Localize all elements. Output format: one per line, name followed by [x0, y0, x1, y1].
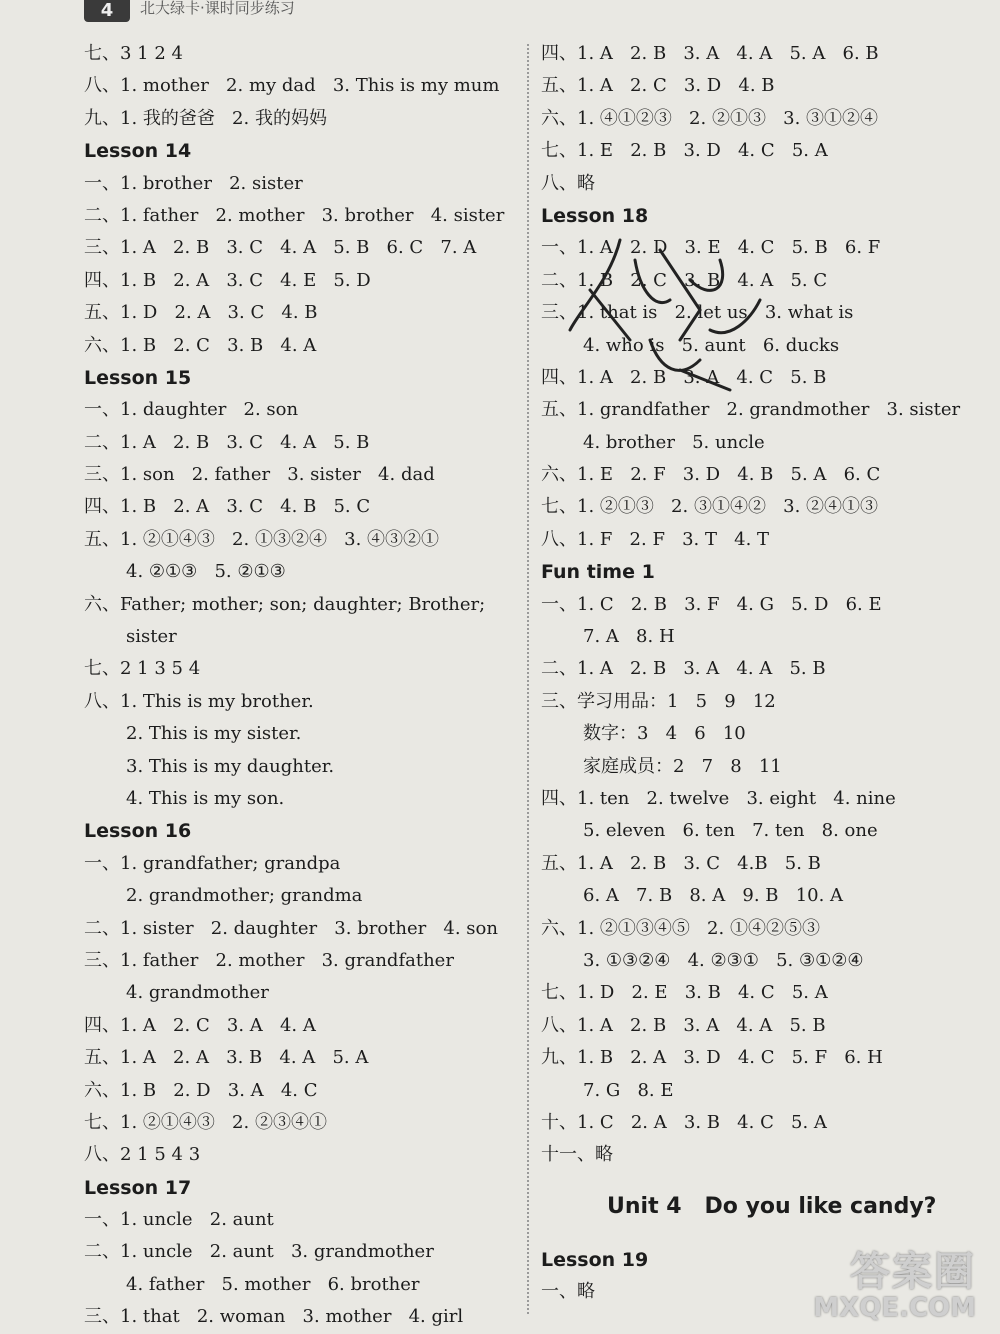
- answer-line: 七、1. E 2. B 3. D 4. C 5. A: [541, 140, 828, 162]
- answer-line: 4. father 5. mother 6. brother: [126, 1273, 420, 1295]
- answer-line: 一、1. A 2. D 3. E 4. C 5. B 6. F: [541, 237, 881, 259]
- lesson-heading: Lesson 14: [84, 140, 192, 163]
- answer-line: 3. This is my daughter.: [126, 755, 335, 777]
- answer-line: 二、1. uncle 2. aunt 3. grandmother: [84, 1241, 434, 1263]
- answer-line: 五、1. D 2. A 3. C 4. B: [84, 302, 318, 324]
- lesson-heading: Lesson 15: [84, 366, 192, 389]
- answer-line: 七、1. ②①③ 2. ③①④② 3. ②④①③: [541, 496, 879, 518]
- answer-line: 七、3 1 2 4: [84, 43, 183, 64]
- answer-line: 一、1. uncle 2. aunt: [84, 1209, 274, 1231]
- answer-line: 一、1. brother 2. sister: [84, 172, 303, 194]
- running-title: 北大绿卡·课时同步练习: [140, 0, 295, 17]
- answer-line: 4. ②①③ 5. ②①③: [126, 561, 286, 583]
- answer-line: 十、1. C 2. A 3. B 4. C 5. A: [541, 1111, 827, 1133]
- answer-line: 4. This is my son.: [126, 787, 285, 809]
- answer-line: 7. G 8. E: [583, 1079, 674, 1101]
- answer-line: 六、1. B 2. C 3. B 4. A: [84, 334, 317, 356]
- answer-line: 四、1. A 2. C 3. A 4. A: [84, 1014, 316, 1036]
- watermark-url: MXQE.COM: [813, 1293, 976, 1323]
- answer-line: 2. grandmother; grandma: [126, 885, 363, 907]
- answer-line: 八、2 1 5 4 3: [84, 1144, 201, 1166]
- answer-line: 五、1. A 2. A 3. B 4. A 5. A: [84, 1047, 369, 1069]
- lesson-heading: Lesson 18: [541, 204, 649, 227]
- answer-line: sister: [126, 626, 177, 648]
- left-answer-column: [84, 38, 514, 1334]
- answer-line: 四、1. B 2. A 3. C 4. E 5. D: [84, 269, 371, 291]
- answer-line: 十一、略: [541, 1144, 613, 1166]
- answer-line: 2. This is my sister.: [126, 723, 302, 745]
- answer-line: 三、学习用品：1 5 9 12: [541, 690, 776, 712]
- answer-line: 二、1. A 2. B 3. A 4. A 5. B: [541, 658, 826, 680]
- answer-line: 四、1. A 2. B 3. A 4. A 5. A 6. B: [541, 43, 879, 64]
- lesson-heading: Lesson 17: [84, 1176, 192, 1199]
- answer-line: 家庭成员：2 7 8 11: [583, 755, 782, 777]
- column-divider: [527, 44, 529, 1314]
- answer-line: 6. A 7. B 8. A 9. B 10. A: [583, 885, 844, 907]
- answer-line: 5. eleven 6. ten 7. ten 8. one: [583, 820, 878, 842]
- answer-line: 六、1. B 2. D 3. A 4. C: [84, 1079, 318, 1101]
- answer-line: 八、1. This is my brother.: [84, 690, 314, 712]
- answer-line: 三、1. son 2. father 3. sister 4. dad: [84, 464, 435, 486]
- answer-line: 五、1. A 2. C 3. D 4. B: [541, 75, 775, 97]
- answer-line: 八、1. F 2. F 3. T 4. T: [541, 528, 770, 550]
- answer-line: 六、1. ④①②③ 2. ②①③ 3. ③①②④: [541, 107, 879, 129]
- answer-line: 二、1. A 2. B 3. C 4. A 5. B: [84, 431, 370, 453]
- answer-line: 4. who is 5. aunt 6. ducks: [583, 334, 840, 356]
- answer-line: 三、1. A 2. B 3. C 4. A 5. B 6. C 7. A: [84, 237, 477, 259]
- answer-line: 一、1. C 2. B 3. F 4. G 5. D 6. E: [541, 593, 882, 615]
- answer-line: 六、1. ②①③④⑤ 2. ①④②⑤③: [541, 917, 820, 939]
- answer-line: 三、1. father 2. mother 3. grandfather: [84, 949, 454, 971]
- answer-line: 4. brother 5. uncle: [583, 431, 765, 453]
- answer-line: 7. A 8. H: [583, 626, 675, 648]
- answer-line: 四、1. ten 2. twelve 3. eight 4. nine: [541, 787, 896, 809]
- answer-line: 七、1. D 2. E 3. B 4. C 5. A: [541, 982, 828, 1004]
- answer-line: 二、1. sister 2. daughter 3. brother 4. son: [84, 917, 498, 939]
- answer-line: 三、1. that is 2. let us 3. what is: [541, 302, 854, 324]
- lesson-heading: Lesson 16: [84, 820, 192, 843]
- answer-line: 4. grandmother: [126, 982, 269, 1004]
- answer-line: 3. ①③②④ 4. ②③① 5. ③①②④: [583, 949, 864, 971]
- page-number-tab: 4: [84, 0, 130, 22]
- answer-line: 一、1. daughter 2. son: [84, 399, 299, 421]
- watermark-logo-text: 答案圈: [850, 1249, 976, 1295]
- lesson-heading: Fun time 1: [541, 561, 655, 584]
- answer-line: 八、1. mother 2. my dad 3. This is my mum: [84, 75, 500, 97]
- answer-line: 八、1. A 2. B 3. A 4. A 5. B: [541, 1014, 826, 1036]
- answer-line: 二、1. B 2. C 3. B 4. A 5. C: [541, 269, 828, 291]
- unit-title: Unit 4 Do you like candy?: [607, 1194, 937, 1219]
- answer-line: 四、1. A 2. B 3. A 4. C 5. B: [541, 366, 827, 388]
- answer-line: 一、略: [541, 1281, 595, 1303]
- answer-line: 九、1. B 2. A 3. D 4. C 5. F 6. H: [541, 1047, 883, 1069]
- answer-line: 九、1. 我的爸爸 2. 我的妈妈: [84, 107, 327, 129]
- lesson-heading: Lesson 19: [541, 1249, 649, 1271]
- answer-line: 七、1. ②①④③ 2. ②③④①: [84, 1111, 327, 1133]
- answer-line: 七、2 1 3 5 4: [84, 658, 201, 680]
- right-answer-column: [541, 38, 981, 1172]
- answer-line: 数字：3 4 6 10: [583, 723, 746, 745]
- answer-line: 六、1. E 2. F 3. D 4. B 5. A 6. C: [541, 464, 881, 486]
- answer-line: 六、Father; mother; son; daughter; Brother;: [84, 593, 486, 615]
- answer-line: 五、1. ②①④③ 2. ①③②④ 3. ④③②①: [84, 528, 440, 550]
- answer-line: 二、1. father 2. mother 3. brother 4. sister: [84, 204, 505, 226]
- answer-line: 八、略: [541, 172, 595, 194]
- watermark: [813, 1250, 976, 1322]
- answer-line: 五、1. grandfather 2. grandmother 3. sister: [541, 399, 961, 421]
- answer-line: 四、1. B 2. A 3. C 4. B 5. C: [84, 496, 371, 518]
- answer-line: 三、1. that 2. woman 3. mother 4. girl: [84, 1306, 464, 1328]
- answer-line: 一、1. grandfather; grandpa: [84, 852, 341, 874]
- answer-line: 五、1. A 2. B 3. C 4.B 5. B: [541, 852, 821, 874]
